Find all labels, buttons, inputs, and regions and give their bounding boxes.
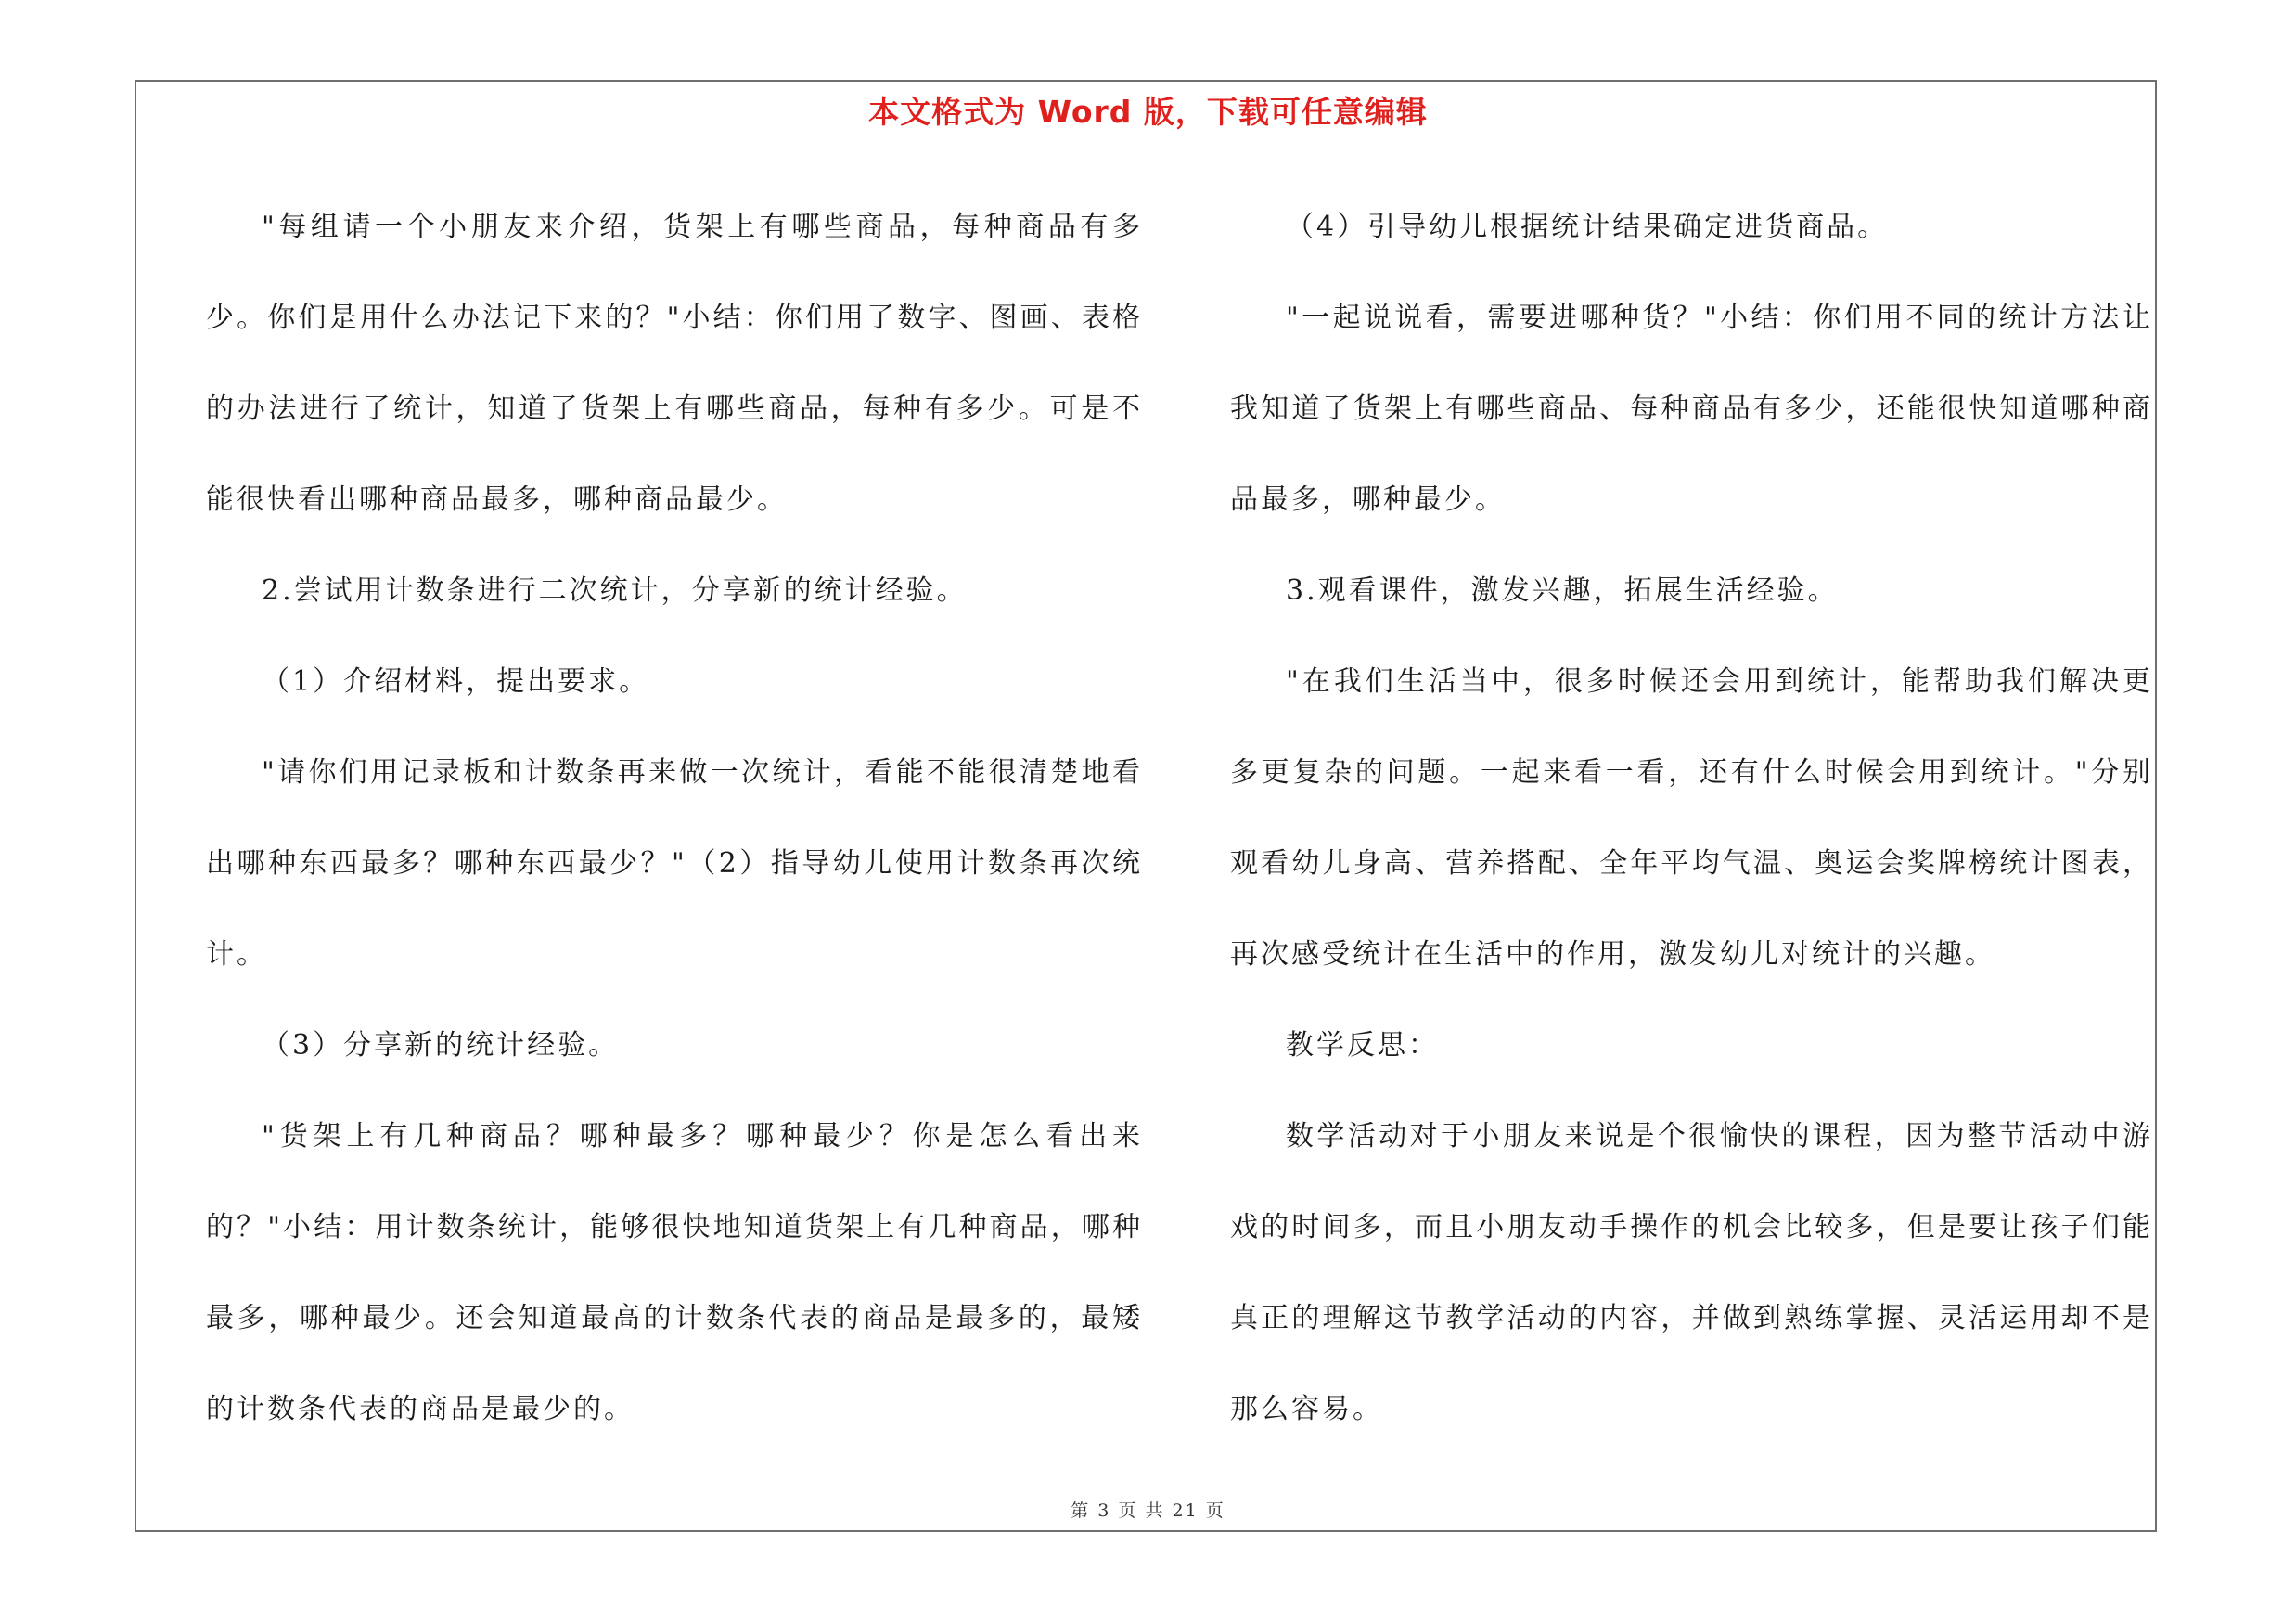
paragraph: 数学活动对于小朋友来说是个很愉快的课程，因为整节活动中游戏的时间多，而且小朋友动手操作的机会比较多，但是要让孩子们能真正的理解这节教学活动的内容，并做到熟练掌握、灵活运用却不是那么容易。: [1230, 1120, 2153, 1425]
paragraph: "在我们生活当中，很多时候还会用到统计，能帮助我们解决更多更复杂的问题。一起来看一看，还有什么时候会用到统计。"分别观看幼儿身高、营养搭配、全年平均气温、奥运会奖牌榜统计图表，再次感受统计在生活中的作用，激发幼儿对统计的兴趣。: [1230, 665, 2153, 971]
paragraph: 3.观看课件，激发兴趣，拓展生活经验。: [1286, 574, 1839, 607]
paragraph: （4）引导幼儿根据统计结果确定进货商品。: [1286, 211, 1889, 243]
paragraph: 教学反思：: [1286, 1029, 1439, 1062]
left-text-column: [206, 182, 1143, 1455]
paragraph: "每组请一个小朋友来介绍，货架上有哪些商品，每种商品有多少。你们是用什么办法记下来的？"小结：你们用了数字、图画、表格的办法进行了统计，知道了货架上有哪些商品，每种有多少。可是不能很快看出哪种商品最多，哪种商品最少。: [206, 211, 1143, 516]
paragraph: 2.尝试用计数条进行二次统计，分享新的统计经验。: [262, 574, 968, 607]
format-notice-banner: 本文格式为 Word 版，下载可任意编辑: [868, 94, 1428, 130]
paragraph: （3）分享新的统计经验。: [262, 1029, 620, 1062]
page-number: 第 3 页 共 21 页: [1071, 1501, 1225, 1521]
right-text-column: [1230, 182, 2153, 1455]
paragraph: （1）介绍材料，提出要求。: [262, 665, 650, 698]
paragraph: "请你们用记录板和计数条再来做一次统计，看能不能很清楚地看出哪种东西最多？哪种东西最少？"（2）指导幼儿使用计数条再次统计。: [206, 756, 1143, 971]
paragraph: "货架上有几种商品？哪种最多？哪种最少？你是怎么看出来的？"小结：用计数条统计，能够很快地知道货架上有几种商品，哪种最多，哪种最少。还会知道最高的计数条代表的商品是最多的，最矮的计数条代表的商品是最少的。: [206, 1120, 1143, 1425]
paragraph: "一起说说看，需要进哪种货？"小结：你们用不同的统计方法让我知道了货架上有哪些商品、每种商品有多少，还能很快知道哪种商品最多，哪种最少。: [1230, 302, 2153, 516]
